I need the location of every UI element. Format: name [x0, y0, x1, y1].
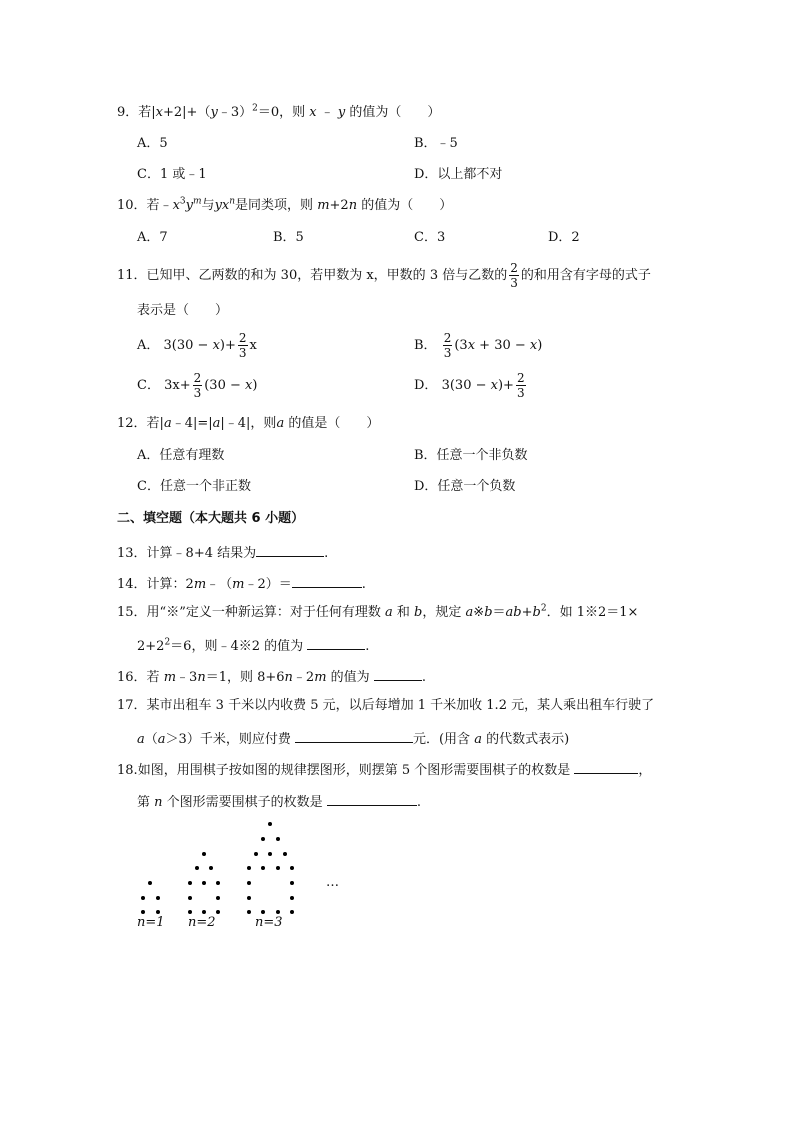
- go-stone: [290, 910, 294, 914]
- go-stone: [290, 881, 294, 885]
- q15-stem-line2: $2+2^2=6$，则﹣4※2 的值为 .: [137, 635, 369, 656]
- go-stone: [148, 881, 152, 885]
- go-stone: [283, 852, 287, 856]
- q14-stem: 14．计算：2m﹣（m﹣2）＝ .: [117, 573, 366, 594]
- q11-option-c[interactable]: C． 3x+ $\frac{2}{3}$ (30 − x): [137, 371, 258, 400]
- q9-option-b[interactable]: B．﹣5: [414, 136, 458, 151]
- q13-stem: 13．计算﹣8+4 结果为 .: [117, 542, 328, 563]
- answer-blank[interactable]: [327, 791, 417, 806]
- q15-stem-line1: 15．用“※”定义一种新运算：对于任何有理数 a 和 b，规定 $a※b=ab+b^2$．如 1※2＝1×: [117, 603, 639, 620]
- q12-stem: 12．若|a﹣4|=|a|﹣4|，则a 的值是（ ）: [117, 416, 380, 431]
- q10-option-c[interactable]: C．3: [414, 230, 446, 245]
- q12-option-d[interactable]: D．任意一个负数: [414, 479, 516, 494]
- go-stone: [276, 910, 280, 914]
- go-stone: [247, 896, 251, 900]
- q9-option-a[interactable]: A．5: [137, 136, 168, 151]
- fraction-two-thirds: $\frac{2}{3}$: [510, 261, 518, 290]
- go-stone: [188, 910, 192, 914]
- go-stone: [261, 866, 265, 870]
- go-stone: [247, 881, 251, 885]
- go-stone: [188, 881, 192, 885]
- answer-blank[interactable]: [374, 666, 422, 681]
- go-stone: [276, 837, 280, 841]
- q10-option-d[interactable]: D．2: [548, 230, 580, 245]
- q9-option-c[interactable]: C．1 或﹣1: [137, 167, 207, 182]
- section-heading: 二、填空题（本大题共 6 小题）: [117, 511, 305, 526]
- q9-option-d[interactable]: D．以上都不对: [414, 167, 503, 182]
- figure-label-n2: n=2: [188, 915, 216, 930]
- q18-stem-line1: 18.如图，用围棋子按如图的规律摆图形，则摆第 5 个图形需要围棋子的枚数是 ，: [117, 759, 651, 780]
- q11-option-d[interactable]: D． 3(30 − x)+ $\frac{2}{3}$: [414, 371, 525, 400]
- figure-label-n3: n=3: [255, 915, 283, 930]
- q10-option-a[interactable]: A．7: [137, 230, 168, 245]
- go-stone: [156, 910, 160, 914]
- go-stone: [141, 896, 145, 900]
- q12-option-b[interactable]: B．任意一个非负数: [414, 448, 528, 463]
- go-stone: [202, 881, 206, 885]
- go-stone: [268, 852, 272, 856]
- go-stone: [209, 866, 213, 870]
- go-stone: [202, 910, 206, 914]
- q10-stem: 10．若$﹣x^3y^m$与$yx^n$是同类项，则 m+2n 的值为（ ）: [117, 196, 453, 213]
- ellipsis: …: [326, 875, 339, 890]
- q9-stem: 9．若|x+2|+（y﹣3）$^2$＝0，则 x ﹣ y 的值为（ ）: [117, 103, 441, 120]
- q11-stem-line2: 表示是（ ）: [137, 303, 229, 318]
- go-stone: [156, 896, 160, 900]
- answer-blank[interactable]: [307, 635, 365, 650]
- q12-option-c[interactable]: C．任意一个非正数: [137, 479, 251, 494]
- q11-stem-line1: 11．已知甲、乙两数的和为 30，若甲数为 x，甲数的 3 倍与乙数的 $\frac{2}{3}$ 的和用含有字母的式子: [117, 261, 651, 290]
- answer-blank[interactable]: [256, 542, 324, 557]
- answer-blank[interactable]: [574, 759, 638, 774]
- answer-blank[interactable]: [292, 573, 362, 588]
- q11-option-a[interactable]: A． 3(30 − x)+ $\frac{2}{3}$ x: [137, 331, 257, 360]
- go-stone: [216, 910, 220, 914]
- go-stone: [188, 896, 192, 900]
- q17-stem-line2: a（a＞3）千米，则应付费 元．(用含 a 的代数式表示): [137, 728, 569, 749]
- go-stone: [261, 837, 265, 841]
- go-stone: [268, 822, 272, 826]
- go-stone: [276, 866, 280, 870]
- go-stone: [290, 866, 294, 870]
- q10-option-b[interactable]: B．5: [273, 230, 304, 245]
- q18-stem-line2: 第 n 个图形需要围棋子的枚数是 .: [137, 791, 421, 812]
- q16-stem: 16．若 m﹣3n＝1，则 8+6n﹣2m 的值为 .: [117, 666, 426, 687]
- answer-blank[interactable]: [295, 728, 413, 743]
- q11-option-b[interactable]: B． $\frac{2}{3}$ (3x + 30 − x): [414, 331, 543, 360]
- go-stone: [247, 910, 251, 914]
- go-stone: [216, 896, 220, 900]
- go-stone: [216, 881, 220, 885]
- go-stone: [247, 866, 251, 870]
- go-stone: [195, 866, 199, 870]
- go-stone: [254, 852, 258, 856]
- go-stone: [290, 896, 294, 900]
- q17-stem-line1: 17．某市出租车 3 千米以内收费 5 元，以后每增加 1 千米加收 1.2 元，某人乘出租车行驶了: [117, 698, 655, 713]
- go-stone: [261, 910, 265, 914]
- go-stone: [141, 910, 145, 914]
- figure-label-n1: n=1: [137, 915, 165, 930]
- go-stone: [202, 852, 206, 856]
- q12-option-a[interactable]: A．任意有理数: [137, 448, 225, 463]
